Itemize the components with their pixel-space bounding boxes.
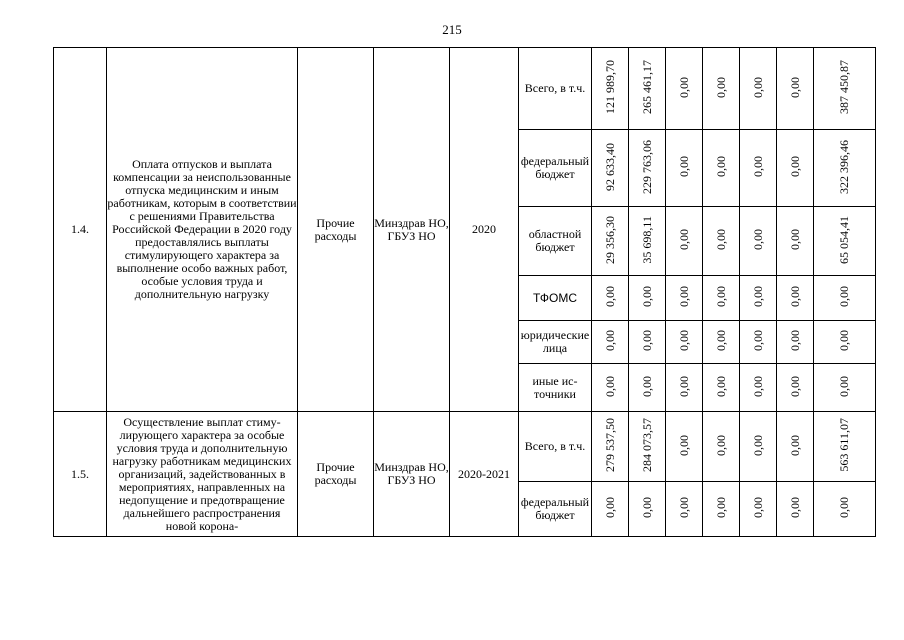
amount-cell — [740, 207, 777, 276]
amount-cell — [629, 130, 666, 207]
amount-cell — [703, 482, 740, 537]
table-row — [54, 412, 876, 482]
amount-cell — [814, 207, 876, 276]
amount-cell — [777, 207, 814, 276]
amount-cell — [814, 364, 876, 412]
amount-value: 265 461,17 — [639, 60, 654, 114]
amount-value: 0,00 — [837, 497, 851, 518]
amount-value: 0,00 — [750, 156, 765, 177]
amount-value: 0,00 — [713, 156, 728, 177]
funding-source: областной бюджет — [519, 207, 592, 276]
amount-value: 92 633,40 — [602, 142, 617, 191]
funding-source: иные источники — [519, 364, 592, 412]
amount-cell — [629, 207, 666, 276]
amount-value: 0,00 — [676, 497, 691, 518]
amount-value: 0,00 — [676, 229, 691, 250]
amount-cell — [814, 276, 876, 321]
funding-source: юридические лица — [519, 321, 592, 364]
amount-value: 0,00 — [787, 156, 802, 177]
amount-cell — [629, 412, 666, 482]
funding-source: ТФОМС — [519, 276, 592, 321]
amount-value: 0,00 — [750, 330, 765, 351]
amount-cell — [592, 412, 629, 482]
amount-cell — [592, 321, 629, 364]
executor: Минздрав НО, ГБУЗ НО — [374, 48, 450, 412]
amount-value: 0,00 — [639, 375, 654, 397]
amount-cell — [814, 412, 876, 482]
amount-value: 0,00 — [787, 76, 802, 98]
amount-cell — [740, 48, 777, 130]
amount-value: 0,00 — [602, 330, 617, 351]
amount-cell — [629, 321, 666, 364]
amount-value: 322 396,46 — [837, 139, 851, 194]
funding-source: федеральный бюджет — [519, 482, 592, 537]
amount-value: 0,00 — [639, 497, 654, 518]
amount-value: 35 698,11 — [639, 215, 654, 264]
amount-cell — [666, 364, 703, 412]
amount-value: 0,00 — [713, 229, 728, 250]
amount-value: 0,00 — [713, 375, 728, 397]
amount-value: 0,00 — [713, 286, 728, 307]
row-number: 1.4. — [54, 48, 107, 412]
amount-value: 65 054,41 — [837, 215, 851, 264]
amount-value: 0,00 — [750, 76, 765, 98]
amount-cell — [740, 482, 777, 537]
amount-value: 0,00 — [713, 76, 728, 98]
amount-value: 0,00 — [602, 286, 617, 307]
amount-value: 0,00 — [676, 375, 691, 397]
amount-value: 0,00 — [787, 375, 802, 397]
amount-value: 0,00 — [750, 497, 765, 518]
funding-source: Всего, в т.ч. — [519, 48, 592, 130]
amount-cell — [592, 364, 629, 412]
amount-value: 0,00 — [787, 330, 802, 351]
amount-cell — [740, 364, 777, 412]
amount-cell — [629, 276, 666, 321]
amount-value: 0,00 — [676, 330, 691, 351]
amount-cell — [814, 130, 876, 207]
amount-value: 0,00 — [837, 330, 851, 351]
amount-value: 0,00 — [787, 434, 802, 456]
budget-table — [53, 47, 876, 537]
amount-cell — [666, 482, 703, 537]
amount-cell — [592, 48, 629, 130]
amount-value: 0,00 — [602, 497, 617, 518]
amount-cell — [703, 207, 740, 276]
amount-value: 0,00 — [713, 434, 728, 456]
executor: Минздрав НО, ГБУЗ НО — [374, 412, 450, 537]
amount-cell — [666, 321, 703, 364]
amount-cell — [703, 364, 740, 412]
amount-cell — [777, 48, 814, 130]
expense-type: Прочие расходы — [298, 412, 374, 537]
amount-value: 284 073,57 — [639, 418, 654, 472]
amount-cell — [703, 276, 740, 321]
amount-cell — [777, 276, 814, 321]
amount-cell — [629, 364, 666, 412]
amount-cell — [740, 276, 777, 321]
amount-value: 29 356,30 — [602, 215, 617, 264]
amount-value: 0,00 — [750, 434, 765, 456]
amount-value: 0,00 — [676, 156, 691, 177]
amount-value: 121 989,70 — [602, 60, 617, 114]
amount-value: 0,00 — [750, 286, 765, 307]
row-number: 1.5. — [54, 412, 107, 537]
amount-cell — [777, 412, 814, 482]
amount-value: 0,00 — [676, 434, 691, 456]
row-description: Оплата отпусков и выплата компенсации за неиспользованные отпуска медицинским и иным работникам, которым в соответствии с решениями Правительства Российской Федерации в 2020 году предоставлялись выплаты стимулирующего характера за выполнение особо важных работ, особые условия труда и дополнительную нагрузку — [107, 48, 298, 412]
amount-cell — [592, 276, 629, 321]
amount-cell — [814, 482, 876, 537]
amount-cell — [777, 482, 814, 537]
amount-value: 229 763,06 — [639, 139, 654, 194]
amount-cell — [740, 130, 777, 207]
amount-value: 0,00 — [750, 229, 765, 250]
amount-value: 0,00 — [676, 76, 691, 98]
amount-value: 0,00 — [837, 375, 851, 397]
amount-cell — [629, 482, 666, 537]
amount-value: 0,00 — [639, 286, 654, 307]
amount-cell — [592, 207, 629, 276]
amount-cell — [777, 130, 814, 207]
amount-value: 0,00 — [787, 229, 802, 250]
amount-value: 0,00 — [713, 497, 728, 518]
expense-type: Прочие расходы — [298, 48, 374, 412]
amount-cell — [666, 412, 703, 482]
row-description: Осуществление выплат стимулирующего характера за особые условия труда и дополнительную нагрузку работникам медицинских организаций, задействованных в мероприятиях, направленных на недопущение и предотвращение дальнейшего распространения новой корона- — [107, 412, 298, 537]
amount-cell — [777, 321, 814, 364]
funding-source: федеральный бюджет — [519, 130, 592, 207]
amount-value: 387 450,87 — [837, 60, 851, 114]
amount-value: 0,00 — [837, 286, 851, 307]
amount-cell — [703, 130, 740, 207]
amount-value: 563 611,07 — [837, 418, 851, 472]
amount-cell — [666, 207, 703, 276]
amount-value: 0,00 — [787, 497, 802, 518]
amount-cell — [703, 412, 740, 482]
amount-cell — [740, 412, 777, 482]
amount-cell — [814, 48, 876, 130]
table-row — [54, 48, 876, 130]
amount-cell — [703, 48, 740, 130]
amount-value: 0,00 — [713, 330, 728, 351]
amount-value: 0,00 — [787, 286, 802, 307]
amount-cell — [666, 130, 703, 207]
amount-value: 279 537,50 — [602, 418, 617, 472]
amount-cell — [740, 321, 777, 364]
amount-value: 0,00 — [750, 375, 765, 397]
page-number: 215 — [442, 22, 462, 37]
amount-value: 0,00 — [602, 375, 617, 397]
amount-cell — [814, 321, 876, 364]
period: 2020 — [450, 48, 519, 412]
amount-cell — [666, 276, 703, 321]
amount-cell — [777, 364, 814, 412]
amount-cell — [703, 321, 740, 364]
amount-cell — [629, 48, 666, 130]
amount-cell — [592, 130, 629, 207]
amount-value: 0,00 — [676, 286, 691, 307]
amount-cell — [666, 48, 703, 130]
amount-cell — [592, 482, 629, 537]
amount-value: 0,00 — [639, 330, 654, 351]
funding-source: Всего, в т.ч. — [519, 412, 592, 482]
period: 2020-2021 — [450, 412, 519, 537]
